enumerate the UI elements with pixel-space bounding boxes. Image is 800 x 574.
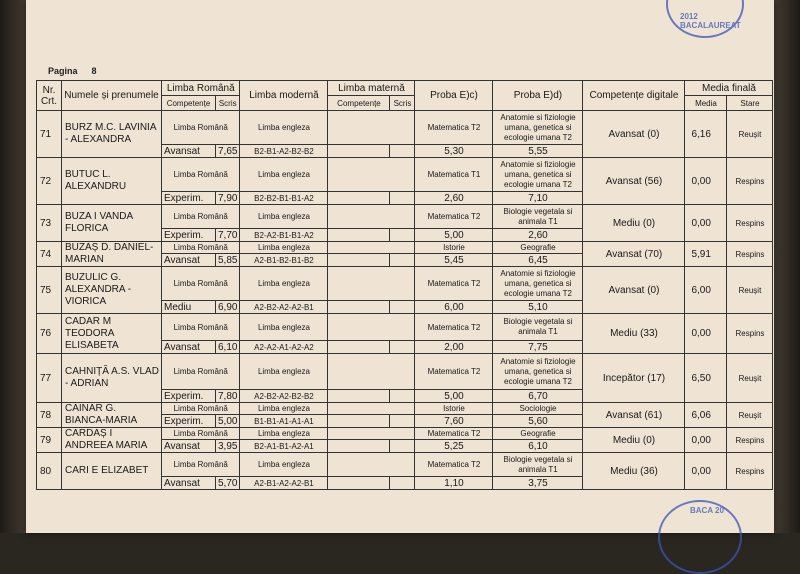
table-row (37, 354, 773, 390)
proba-ed-subject: Biologie vegetala si animala T1 (493, 314, 583, 341)
candidate-name: CADAR M TEODORA ELISABETA (62, 314, 162, 354)
modern-language-levels: A2-B2-A2-B2-B2 (240, 390, 328, 403)
row-nr: 79 (37, 428, 62, 453)
candidate-name: BURZ M.C. LAVINIA - ALEXANDRA (62, 111, 162, 158)
romanian-written-score: 5,70 (216, 477, 240, 490)
header-scris-materna: Scris (390, 96, 415, 111)
row-nr: 78 (37, 403, 62, 428)
result-status: Respins (727, 428, 773, 453)
final-average: 6,06 (685, 403, 727, 428)
mother-language-competence (328, 477, 390, 490)
proba-ed-score: 2,60 (493, 229, 583, 242)
modern-language-subject: Limba engleza (240, 158, 328, 192)
modern-language-subject: Limba engleza (240, 354, 328, 390)
final-average: 6,50 (685, 354, 727, 403)
romanian-written-score: 5,85 (216, 254, 240, 267)
proba-ec-subject: Matematica T2 (415, 314, 493, 341)
romanian-competence: Avansat (162, 477, 216, 490)
final-average: 0,00 (685, 314, 727, 354)
result-status: Respins (727, 453, 773, 490)
header-competente: Competențe (162, 96, 216, 111)
final-average: 5,91 (685, 242, 727, 267)
romanian-subject: Limba Română (162, 428, 240, 440)
mother-language-competence (328, 301, 390, 314)
header-nr: Nr. Crt. (37, 81, 62, 111)
header-competente-digitale: Competențe digitale (583, 81, 685, 111)
romanian-subject: Limba Română (162, 354, 240, 390)
romanian-written-score: 7,80 (216, 390, 240, 403)
table-row (37, 242, 773, 254)
header-media-finala: Media finală (685, 81, 773, 96)
header-proba-ec: Proba E)c) (415, 81, 493, 111)
proba-ed-subject: Anatomie si fiziologie umana, genetica si ecologie umana T2 (493, 354, 583, 390)
stamp-bottom-text: BACA 20 (690, 506, 724, 515)
modern-language-levels: B1-B1-A1-A1-A1 (240, 415, 328, 428)
mother-language-subject (328, 403, 415, 415)
proba-ec-subject: Matematica T2 (415, 354, 493, 390)
modern-language-levels: A2-B1-A2-A2-B1 (240, 477, 328, 490)
romanian-competence: Avansat (162, 145, 216, 158)
proba-ec-score: 7,60 (415, 415, 493, 428)
romanian-subject: Limba Română (162, 453, 240, 477)
proba-ec-subject: Matematica T1 (415, 158, 493, 192)
proba-ed-subject: Anatomie si fiziologie umana, genetica si ecologie umana T2 (493, 267, 583, 301)
header-limba-materna: Limba maternă (328, 81, 415, 96)
row-nr: 73 (37, 205, 62, 242)
romanian-competence: Avansat (162, 341, 216, 354)
digital-competence: Mediu (36) (583, 453, 685, 490)
row-nr: 74 (37, 242, 62, 267)
mother-language-subject (328, 428, 415, 440)
romanian-written-score: 3,95 (216, 440, 240, 453)
romanian-subject: Limba Română (162, 158, 240, 192)
row-nr: 77 (37, 354, 62, 403)
candidate-name: CARI E ELIZABET (62, 453, 162, 490)
mother-language-competence (328, 440, 390, 453)
candidate-name: BUTUC L. ALEXANDRU (62, 158, 162, 205)
proba-ec-subject: Matematica T2 (415, 111, 493, 145)
proba-ed-score: 5,10 (493, 301, 583, 314)
mother-language-competence (328, 192, 390, 205)
mother-language-written (390, 301, 415, 314)
modern-language-levels: B2-A2-B1-B1-A2 (240, 229, 328, 242)
candidate-name: BUZA I VANDA FLORICA (62, 205, 162, 242)
modern-language-subject: Limba engleza (240, 111, 328, 145)
mother-language-written (390, 390, 415, 403)
mother-language-competence (328, 390, 390, 403)
proba-ed-score: 7,75 (493, 341, 583, 354)
proba-ec-score: 6,00 (415, 301, 493, 314)
result-status: Reușit (727, 111, 773, 158)
result-status: Reușit (727, 267, 773, 314)
proba-ed-score: 6,45 (493, 254, 583, 267)
table-row (37, 267, 773, 301)
result-status: Respins (727, 314, 773, 354)
romanian-written-score: 7,70 (216, 229, 240, 242)
page-label: Pagina (48, 66, 78, 76)
table-row (37, 111, 773, 145)
final-average: 6,16 (685, 111, 727, 158)
modern-language-subject: Limba engleza (240, 205, 328, 229)
digital-competence: Mediu (0) (583, 205, 685, 242)
mother-language-written (390, 415, 415, 428)
header-stare: Stare (727, 96, 773, 111)
romanian-competence: Experim. (162, 415, 216, 428)
romanian-written-score: 6,10 (216, 341, 240, 354)
proba-ed-score: 5,55 (493, 145, 583, 158)
results-table (36, 80, 773, 490)
header-limba-romana: Limba Română (162, 81, 240, 96)
row-nr: 76 (37, 314, 62, 354)
proba-ed-score: 3,75 (493, 477, 583, 490)
romanian-written-score: 7,65 (216, 145, 240, 158)
proba-ed-score: 6,10 (493, 440, 583, 453)
proba-ec-score: 5,25 (415, 440, 493, 453)
candidate-name: CAINAR G. BIANCA-MARIA (62, 403, 162, 428)
proba-ed-score: 6,70 (493, 390, 583, 403)
romanian-subject: Limba Română (162, 111, 240, 145)
mother-language-competence (328, 229, 390, 242)
mother-language-subject (328, 111, 415, 145)
results-sheet (26, 0, 774, 533)
table-header (37, 81, 773, 111)
mother-language-written (390, 440, 415, 453)
final-average: 6,00 (685, 267, 727, 314)
modern-language-levels: B2-A1-B1-A2-A1 (240, 440, 328, 453)
romanian-subject: Limba Română (162, 403, 240, 415)
header-competente-materna: Competențe (328, 96, 390, 111)
mother-language-written (390, 477, 415, 490)
proba-ed-subject: Anatomie si fiziologie umana, genetica si ecologie umana T2 (493, 158, 583, 192)
romanian-written-score: 5,00 (216, 415, 240, 428)
result-status: Respins (727, 242, 773, 267)
mother-language-written (390, 341, 415, 354)
proba-ec-subject: Matematica T2 (415, 428, 493, 440)
header-limba-moderna: Limba modernă (240, 81, 328, 111)
modern-language-levels: A2-B1-B2-B1-B2 (240, 254, 328, 267)
final-average: 0,00 (685, 158, 727, 205)
modern-language-subject: Limba engleza (240, 314, 328, 341)
header-name: Numele și prenumele (62, 81, 162, 111)
proba-ed-subject: Geografie (493, 428, 583, 440)
romanian-subject: Limba Română (162, 267, 240, 301)
romanian-written-score: 6,90 (216, 301, 240, 314)
proba-ec-subject: Istorie (415, 242, 493, 254)
modern-language-levels: A2-B2-A2-A2-B1 (240, 301, 328, 314)
proba-ed-subject: Biologie vegetala si animala T1 (493, 453, 583, 477)
mother-language-competence (328, 415, 390, 428)
row-nr: 80 (37, 453, 62, 490)
modern-language-subject: Limba engleza (240, 242, 328, 254)
mother-language-subject (328, 205, 415, 229)
digital-competence: Avansat (0) (583, 267, 685, 314)
modern-language-levels: B2-B1-A2-B2-B2 (240, 145, 328, 158)
proba-ec-score: 1,10 (415, 477, 493, 490)
proba-ec-subject: Matematica T2 (415, 453, 493, 477)
romanian-competence: Experim. (162, 229, 216, 242)
proba-ed-subject: Geografie (493, 242, 583, 254)
romanian-subject: Limba Română (162, 205, 240, 229)
mother-language-competence (328, 145, 390, 158)
mother-language-subject (328, 242, 415, 254)
final-average: 0,00 (685, 453, 727, 490)
proba-ec-score: 5,00 (415, 390, 493, 403)
stamp-top-seal (666, 0, 744, 38)
romanian-competence: Avansat (162, 440, 216, 453)
proba-ec-subject: Matematica T2 (415, 267, 493, 301)
proba-ed-subject: Biologie vegetala si animala T1 (493, 205, 583, 229)
proba-ed-score: 5,60 (493, 415, 583, 428)
proba-ec-subject: Istorie (415, 403, 493, 415)
table-row (37, 428, 773, 440)
result-status: Respins (727, 158, 773, 205)
modern-language-subject: Limba engleza (240, 267, 328, 301)
modern-language-levels: A2-A2-A1-A2-A2 (240, 341, 328, 354)
digital-competence: Mediu (33) (583, 314, 685, 354)
header-scris: Scris (216, 96, 240, 111)
result-status: Reușit (727, 403, 773, 428)
romanian-competence: Experim. (162, 192, 216, 205)
proba-ec-score: 5,30 (415, 145, 493, 158)
digital-competence: Avansat (70) (583, 242, 685, 267)
row-nr: 75 (37, 267, 62, 314)
row-nr: 71 (37, 111, 62, 158)
table-row (37, 403, 773, 415)
stamp-top-text: 2012 BACALAUREAT (680, 12, 741, 30)
mother-language-written (390, 229, 415, 242)
candidate-name: CARDAȘ I ANDREEA MARIA (62, 428, 162, 453)
mother-language-competence (328, 254, 390, 267)
romanian-competence: Avansat (162, 254, 216, 267)
proba-ec-score: 2,00 (415, 341, 493, 354)
digital-competence: Avansat (61) (583, 403, 685, 428)
romanian-subject: Limba Română (162, 242, 240, 254)
result-status: Respins (727, 205, 773, 242)
proba-ec-score: 5,00 (415, 229, 493, 242)
final-average: 0,00 (685, 205, 727, 242)
modern-language-subject: Limba engleza (240, 403, 328, 415)
page-indicator (48, 66, 97, 76)
final-average: 0,00 (685, 428, 727, 453)
candidate-name: CAHNIȚĂ A.S. VLAD - ADRIAN (62, 354, 162, 403)
mother-language-written (390, 145, 415, 158)
mother-language-subject (328, 314, 415, 341)
mother-language-subject (328, 453, 415, 477)
proba-ec-score: 2,60 (415, 192, 493, 205)
proba-ed-subject: Anatomie si fiziologie umana, genetica si ecologie umana T2 (493, 111, 583, 145)
header-media: Media (685, 96, 727, 111)
row-nr: 72 (37, 158, 62, 205)
digital-competence: Incepător (17) (583, 354, 685, 403)
table-row (37, 314, 773, 341)
proba-ed-score: 7,10 (493, 192, 583, 205)
romanian-written-score: 7,90 (216, 192, 240, 205)
romanian-competence: Experim. (162, 390, 216, 403)
mother-language-competence (328, 341, 390, 354)
mother-language-subject (328, 354, 415, 390)
page-number: 8 (91, 66, 97, 76)
digital-competence: Mediu (0) (583, 428, 685, 453)
romanian-subject: Limba Română (162, 314, 240, 341)
proba-ec-score: 5,45 (415, 254, 493, 267)
table-row (37, 453, 773, 477)
modern-language-levels: B2-B2-B1-B1-A2 (240, 192, 328, 205)
modern-language-subject: Limba engleza (240, 428, 328, 440)
table-body (37, 111, 773, 490)
proba-ec-subject: Matematica T2 (415, 205, 493, 229)
table-row (37, 158, 773, 192)
table-row (37, 205, 773, 229)
header-proba-ed: Proba E)d) (493, 81, 583, 111)
proba-ed-subject: Sociologie (493, 403, 583, 415)
mother-language-subject (328, 158, 415, 192)
result-status: Reușit (727, 354, 773, 403)
romanian-competence: Mediu (162, 301, 216, 314)
digital-competence: Avansat (56) (583, 158, 685, 205)
mother-language-written (390, 192, 415, 205)
candidate-name: BUZULIC G. ALEXANDRA - VIORICA (62, 267, 162, 314)
candidate-name: BUZAȘ D. DANIEL-MARIAN (62, 242, 162, 267)
stamp-bottom-seal (658, 500, 742, 574)
modern-language-subject: Limba engleza (240, 453, 328, 477)
mother-language-written (390, 254, 415, 267)
background-right (770, 0, 800, 533)
digital-competence: Avansat (0) (583, 111, 685, 158)
mother-language-subject (328, 267, 415, 301)
